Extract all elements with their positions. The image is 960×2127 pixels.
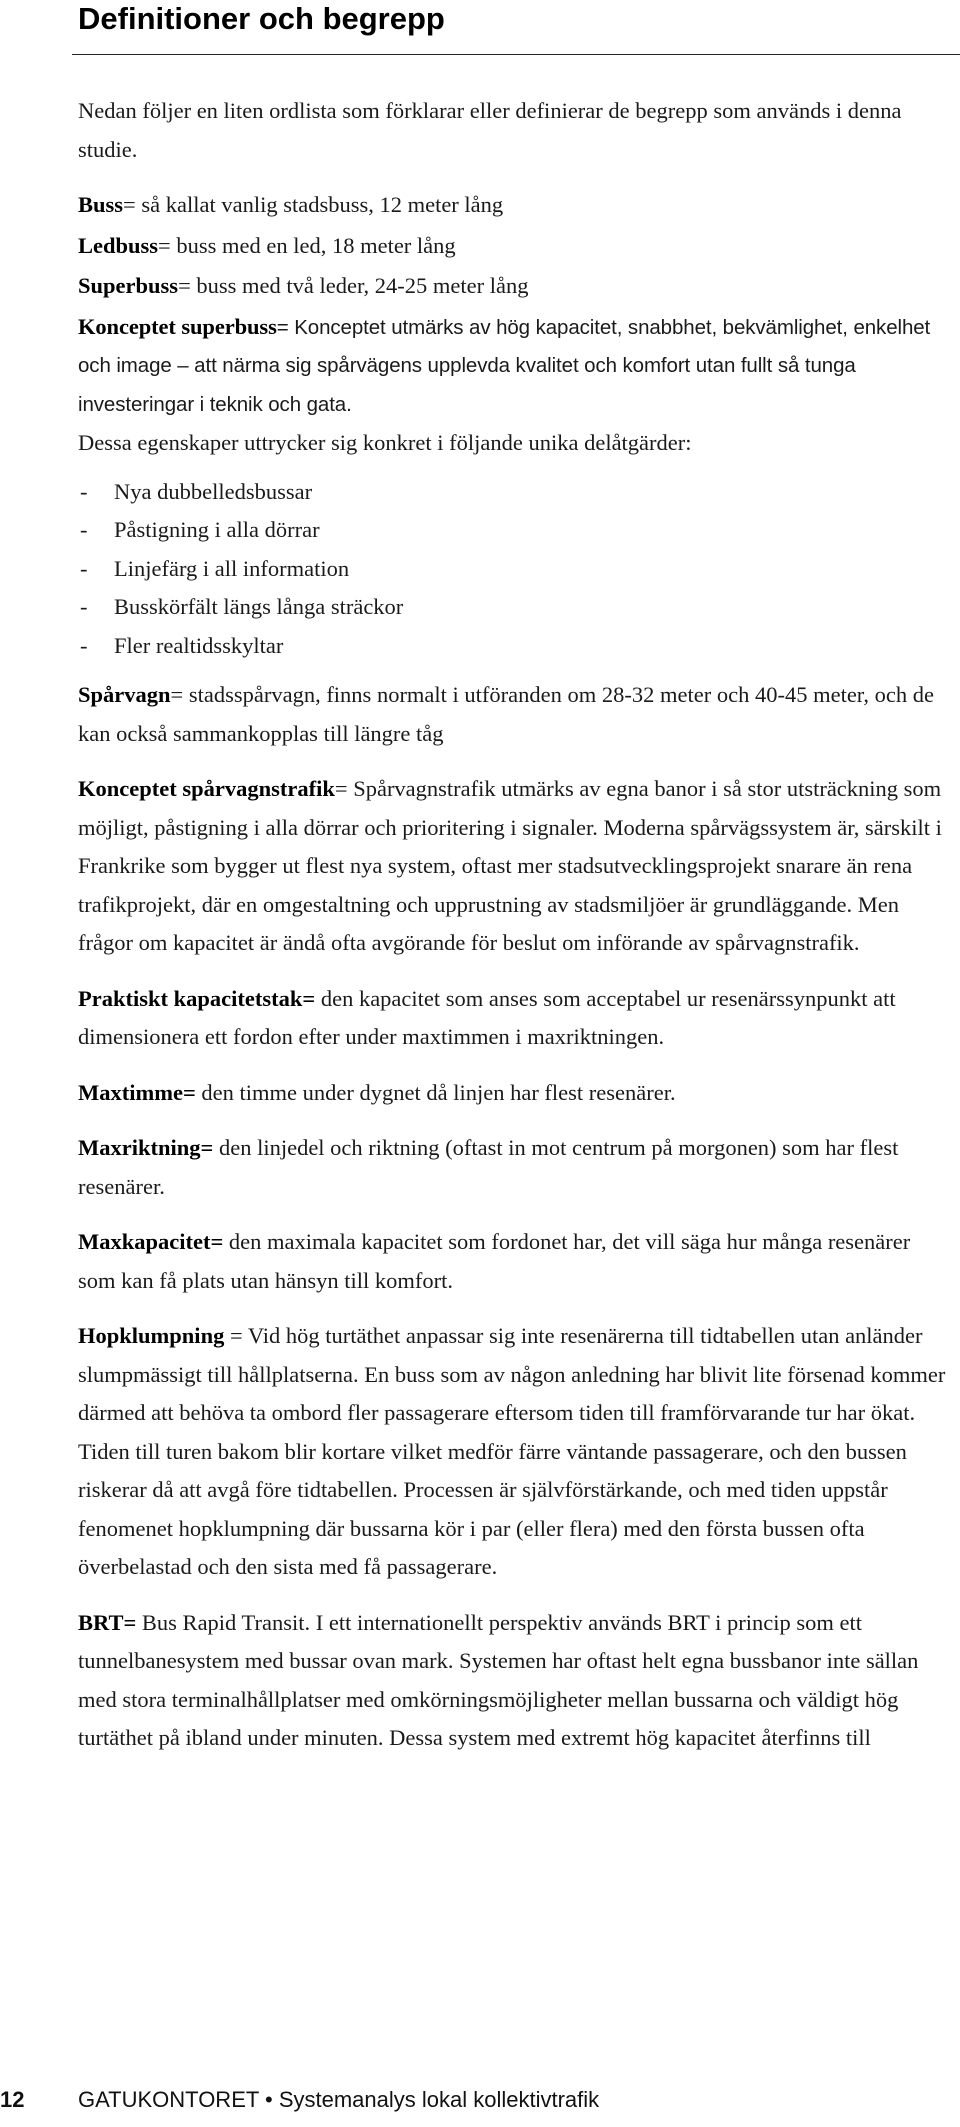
definition-text: = stadsspårvagn, finns normalt i utföranden om 28-32 meter och 40-45 meter, och de kan också sammankopplas till längre tåg xyxy=(78,682,934,746)
definition-maxkapacitet xyxy=(78,1223,950,1300)
list-item-text: Busskörfält längs långa sträckor xyxy=(114,594,404,619)
title-rule xyxy=(72,54,960,55)
definition-term: BRT= xyxy=(78,1609,137,1635)
definition-brt xyxy=(78,1604,950,1758)
definition-term: Maxkapacitet= xyxy=(78,1229,224,1254)
definition-konceptet-sparvagnstrafik xyxy=(78,770,950,963)
definition-term: Maxriktning= xyxy=(78,1135,214,1160)
definition-term: Superbuss xyxy=(78,273,179,298)
definition-maxtimme xyxy=(78,1074,950,1113)
definition-text: den maximala kapacitet som fordonet har, det vill säga hur många resenärer som kan få plats utan hänsyn till komfort. xyxy=(78,1229,911,1293)
footer-text: GATUKONTORET • Systemanalys lokal kollektivtrafik xyxy=(78,2087,600,2112)
definition-text: = Konceptet utmärks av hög kapacitet, snabbhet, bekvämlighet, enkelhet och image – att närma sig spårvägens upplevda kvalitet och komfort utan fullt så tunga investeringar i teknik och gata. xyxy=(78,315,931,416)
bullet-dash: - xyxy=(80,478,88,504)
definition-sparvagn xyxy=(78,676,950,753)
definition-text: = buss med två leder, 24-25 meter lång xyxy=(178,273,529,298)
definition-term: Konceptet spårvagnstrafik xyxy=(78,776,335,801)
list-item xyxy=(78,627,950,666)
definition-text: den linjedel och riktning (oftast in mot centrum på morgonen) som har flest resenärer. xyxy=(78,1135,899,1199)
measures-list xyxy=(78,473,950,666)
definition-superbuss xyxy=(78,267,950,306)
definition-term: Konceptet superbuss xyxy=(78,313,277,339)
bullet-dash: - xyxy=(80,517,88,542)
intro-paragraph: Nedan följer en liten ordlista som förklarar eller definierar de begrepp som används i denna studie. xyxy=(78,98,902,162)
definition-maxriktning xyxy=(78,1129,950,1206)
definition-praktiskt-kapacitetstak xyxy=(78,980,950,1057)
definition-text: den timme under dygnet då linjen har flest resenärer. xyxy=(195,1079,676,1105)
definition-term: Ledbuss xyxy=(78,232,159,258)
definition-ledbuss xyxy=(78,227,950,266)
list-item-text: Nya dubbelledsbussar xyxy=(114,478,313,504)
page-number: 12 xyxy=(0,2087,25,2112)
definition-text: = Vid hög turtäthet anpassar sig inte resenärerna till tidtabellen utan anländer slumpmässigt till hållplatserna. En buss som av någon anledning har blivit lite försenad kommer därmed att behöva ta ombord fler passagerare eftersom tiden till framförvarande tur har ökat. Tiden till turen bakom blir kortare vilket medför färre väntande passagerare, och den bussen riskerar då att avgå före tidtabellen. Processen är självförstärkande, och med tiden uppstår fenomenet hopklumpning där bussarna kör i par (eller flera) med den första bussen ofta överbelastad och den sista med få passagerare. xyxy=(78,1323,946,1579)
definition-text: = så kallat vanlig stadsbuss, 12 meter lång xyxy=(123,192,504,217)
bullet-dash: - xyxy=(80,632,88,658)
definition-term: Spårvagn xyxy=(78,682,171,707)
list-item-text: Linjefärg i all information xyxy=(114,555,350,581)
bullet-dash: - xyxy=(80,594,88,619)
bullet-dash: - xyxy=(80,555,88,581)
definition-text: = buss med en led, 18 meter lång xyxy=(158,232,456,258)
definition-term: Hopklumpning xyxy=(78,1323,225,1348)
list-item xyxy=(78,511,950,550)
definition-term: Maxtimme= xyxy=(78,1079,196,1105)
definition-term: Praktiskt kapacitetstak= xyxy=(78,985,316,1011)
definition-text: den kapacitet som anses som acceptabel ur resenärssynpunkt att dimensionera ett fordon efter under maxtimmen i maxriktningen. xyxy=(78,985,896,1049)
list-item xyxy=(78,588,950,627)
page-footer xyxy=(0,2085,960,2115)
definition-konceptet-superbuss-extra: Dessa egenskaper uttrycker sig konkret i följande unika delåtgärder: xyxy=(78,430,692,455)
definition-text: = Spårvagnstrafik utmärks av egna banor i så stor utsträckning som möjligt, påstigning i alla dörrar och prioritering i signaler. Moderna spårvägssystem är, särskilt i Frankrike som bygger ut flest nya system, oftast mer stadsutvecklingsprojekt snarare än rena trafikprojekt, där en omgestaltning och upprustning av stadsmiljöer är grundläggande. Men frågor om kapacitet är ändå ofta avgörande för beslut om införande av spårvagnstrafik. xyxy=(78,776,942,955)
list-item-text: Fler realtidsskyltar xyxy=(114,632,284,658)
list-item xyxy=(78,550,950,589)
list-item-text: Påstigning i alla dörrar xyxy=(114,517,320,542)
definition-buss xyxy=(78,186,950,225)
definition-konceptet-superbuss xyxy=(78,308,950,425)
list-item xyxy=(78,473,950,512)
definition-hopklumpning xyxy=(78,1317,950,1587)
definition-term: Buss xyxy=(78,192,124,217)
document-body xyxy=(78,92,950,1775)
page-title: Definitioner och begrepp xyxy=(78,1,445,36)
definition-text: Bus Rapid Transit. I ett internationellt perspektiv används BRT i princip som ett tunnelbanesystem med bussar ovan mark. Systemen har oftast helt egna bussbanor inte sällan med stora terminalhållplatser med omkörningsmöjligheter mellan bussarna och väldigt hög turtäthet på ibland under minuten. Dessa system med extremt hög kapacitet återfinns till xyxy=(78,1609,919,1750)
